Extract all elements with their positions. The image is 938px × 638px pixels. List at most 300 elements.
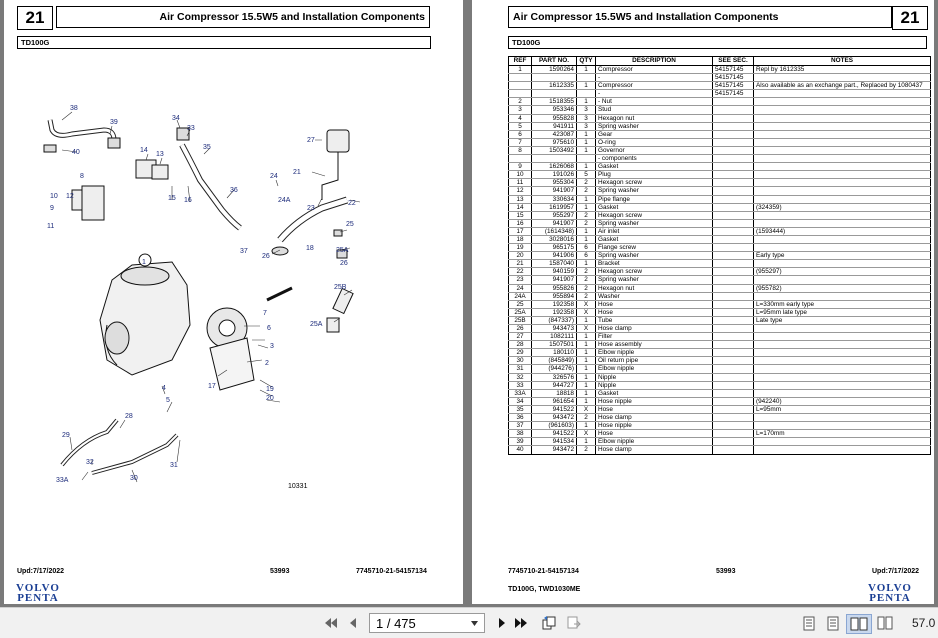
cell-qty: 1	[577, 349, 596, 357]
callout-30: 30	[130, 475, 138, 482]
cell-qty: 1	[577, 82, 596, 90]
table-row	[509, 130, 931, 138]
first-page-icon	[324, 617, 338, 629]
cell-part-no: 955304	[532, 179, 577, 187]
cell-part-no: 1590264	[532, 66, 577, 74]
cell-ref: 16	[509, 219, 532, 227]
exploded-diagram	[22, 90, 442, 510]
callout-12: 12	[66, 193, 74, 200]
cell-part-no: 955297	[532, 211, 577, 219]
cell-see-sec	[713, 316, 754, 324]
cell-qty: 1	[577, 373, 596, 381]
col-notes: NOTES	[754, 57, 931, 66]
cell-notes	[754, 325, 931, 333]
cell-notes	[754, 114, 931, 122]
cell-see-sec	[713, 244, 754, 252]
cell-ref: 21	[509, 260, 532, 268]
callout-31: 31	[170, 462, 178, 469]
cell-qty: 1	[577, 365, 596, 373]
cell-see-sec	[713, 430, 754, 438]
cell-part-no: 955828	[532, 114, 577, 122]
table-row	[509, 414, 931, 422]
two-page-continuous-button[interactable]	[876, 614, 894, 632]
cell-part-no	[532, 90, 577, 98]
cell-qty: 2	[577, 292, 596, 300]
callout-13: 13	[156, 151, 164, 158]
cell-ref: 8	[509, 146, 532, 154]
cell-qty: 1	[577, 260, 596, 268]
cell-notes	[754, 211, 931, 219]
cell-notes	[754, 187, 931, 195]
cell-notes: (942240)	[754, 397, 931, 405]
cell-ref: 19	[509, 244, 532, 252]
cell-description: Compressor	[596, 66, 713, 74]
cell-description: Hose clamp	[596, 414, 713, 422]
cell-notes	[754, 260, 931, 268]
callout-11: 11	[47, 223, 55, 230]
cell-notes	[754, 179, 931, 187]
cell-part-no	[532, 155, 577, 163]
cell-description: Stud	[596, 106, 713, 114]
cell-ref: 1	[509, 66, 532, 74]
callout-37: 37	[240, 248, 248, 255]
cell-ref	[509, 155, 532, 163]
cell-ref: 23	[509, 276, 532, 284]
cell-ref: 33A	[509, 389, 532, 397]
cell-notes: (324359)	[754, 203, 931, 211]
callout-20: 20	[266, 395, 274, 402]
cell-see-sec	[713, 235, 754, 243]
cell-part-no: 941534	[532, 438, 577, 446]
cell-part-no: (961603)	[532, 422, 577, 430]
table-row	[509, 195, 931, 203]
cell-qty: 2	[577, 268, 596, 276]
cell-ref: 3	[509, 106, 532, 114]
cell-ref: 25	[509, 300, 532, 308]
section-number: 21	[17, 6, 53, 30]
col-qty: QTY	[577, 57, 596, 66]
cell-description: Hose	[596, 308, 713, 316]
cell-see-sec	[713, 138, 754, 146]
cell-qty: X	[577, 405, 596, 413]
single-page-icon	[803, 616, 815, 631]
cell-notes: (955782)	[754, 284, 931, 292]
footer-date: Upd:7/17/2022	[17, 568, 65, 575]
cell-see-sec	[713, 397, 754, 405]
cell-description: - components	[596, 155, 713, 163]
callout-32: 32	[86, 459, 94, 466]
callout-16: 16	[184, 197, 192, 204]
callout-33A: 33A	[56, 477, 69, 484]
table-row	[509, 365, 931, 373]
cell-see-sec	[713, 365, 754, 373]
cell-ref: 38	[509, 430, 532, 438]
cell-ref: 7	[509, 138, 532, 146]
cell-part-no: 3028016	[532, 235, 577, 243]
export-button[interactable]	[565, 614, 583, 632]
cell-notes	[754, 163, 931, 171]
footer-doc: 7745710-21-54157134	[508, 568, 579, 575]
callout-14: 14	[140, 147, 148, 154]
right-page	[472, 0, 934, 604]
table-row	[509, 219, 931, 227]
cell-description: Air inlet	[596, 227, 713, 235]
cell-qty: X	[577, 300, 596, 308]
cell-part-no: 940159	[532, 268, 577, 276]
cell-notes	[754, 422, 931, 430]
cell-description: Hexagon screw	[596, 268, 713, 276]
callout-26b: 26	[340, 260, 348, 267]
last-page-button[interactable]	[513, 614, 529, 632]
table-row	[509, 446, 931, 454]
cell-part-no: 1626068	[532, 163, 577, 171]
cell-ref: 20	[509, 252, 532, 260]
cell-ref: 27	[509, 333, 532, 341]
cell-qty: X	[577, 430, 596, 438]
col-part-no: PART NO.	[532, 57, 577, 66]
continuous-view-button[interactable]	[824, 614, 842, 632]
cell-qty: 1	[577, 316, 596, 324]
table-row	[509, 268, 931, 276]
cell-part-no: 953346	[532, 106, 577, 114]
cell-see-sec	[713, 292, 754, 300]
cell-ref: 24A	[509, 292, 532, 300]
table-row	[509, 276, 931, 284]
cell-description: Hose	[596, 405, 713, 413]
cell-notes	[754, 349, 931, 357]
cell-ref: 33	[509, 381, 532, 389]
footer-doc: 7745710-21-54157134	[356, 568, 427, 575]
cell-description: Spring washer	[596, 219, 713, 227]
cell-see-sec	[713, 422, 754, 430]
callout-1: 1	[142, 259, 146, 266]
cell-notes	[754, 276, 931, 284]
cell-description: Gasket	[596, 203, 713, 211]
cell-see-sec	[713, 405, 754, 413]
cell-qty: 1	[577, 333, 596, 341]
page-select[interactable]	[369, 613, 485, 633]
table-row	[509, 333, 931, 341]
table-row	[509, 244, 931, 252]
cell-qty: 1	[577, 203, 596, 211]
figure-code: 10331	[288, 483, 308, 490]
callout-22: 22	[348, 200, 356, 207]
cell-notes	[754, 98, 931, 106]
cell-part-no: 326576	[532, 373, 577, 381]
zoom-level[interactable]: 57.0	[912, 616, 936, 630]
chevron-down-icon	[471, 621, 478, 626]
cell-description: Spring washer	[596, 187, 713, 195]
callout-17: 17	[208, 383, 216, 390]
callout-40: 40	[72, 149, 80, 156]
cell-qty: 2	[577, 187, 596, 195]
cell-notes	[754, 138, 931, 146]
table-row	[509, 74, 931, 82]
cell-description: Oil return pipe	[596, 357, 713, 365]
cell-ref: 12	[509, 187, 532, 195]
col-description: DESCRIPTION	[596, 57, 713, 66]
first-page-button[interactable]	[322, 614, 340, 632]
cell-description: Hexagon nut	[596, 284, 713, 292]
table-row	[509, 405, 931, 413]
page-indicator: 1 / 475	[376, 615, 416, 631]
cell-see-sec	[713, 203, 754, 211]
cell-description: Filter	[596, 333, 713, 341]
two-page-icon	[850, 617, 868, 631]
cell-qty: 1	[577, 422, 596, 430]
cell-see-sec: 54157145	[713, 82, 754, 90]
cell-description: -	[596, 90, 713, 98]
cell-description: Hexagon nut	[596, 114, 713, 122]
cell-part-no: 1507501	[532, 341, 577, 349]
cell-description: Elbow nipple	[596, 438, 713, 446]
cell-description: Gear	[596, 130, 713, 138]
cell-description: Elbow nipple	[596, 349, 713, 357]
cell-notes	[754, 171, 931, 179]
cell-notes	[754, 90, 931, 98]
cell-ref: 17	[509, 227, 532, 235]
cell-notes	[754, 146, 931, 154]
table-row	[509, 138, 931, 146]
cell-qty: 2	[577, 446, 596, 454]
cell-description: Hose assembly	[596, 341, 713, 349]
table-row	[509, 114, 931, 122]
cell-see-sec	[713, 333, 754, 341]
grid-view-icon	[877, 616, 893, 630]
table-row	[509, 316, 931, 324]
cell-part-no: 955826	[532, 284, 577, 292]
cell-part-no: 192358	[532, 308, 577, 316]
cell-qty: 5	[577, 171, 596, 179]
callout-36: 36	[230, 187, 238, 194]
cell-see-sec	[713, 187, 754, 195]
prev-page-button[interactable]	[345, 614, 361, 632]
cell-see-sec: 54157145	[713, 66, 754, 74]
cell-ref: 35	[509, 405, 532, 413]
cell-ref: 37	[509, 422, 532, 430]
table-row	[509, 397, 931, 405]
last-page-icon	[514, 617, 528, 629]
cell-ref: 6	[509, 130, 532, 138]
page-title: Air Compressor 15.5W5 and Installation Components	[56, 6, 430, 28]
volvo-penta-logo: VOLVO PENTA	[868, 582, 912, 604]
cell-notes	[754, 219, 931, 227]
cell-notes: Also available as an exchange part., Replaced by 1080437	[754, 82, 931, 90]
cell-description: Tube	[596, 316, 713, 324]
cell-qty: 2	[577, 211, 596, 219]
table-row	[509, 260, 931, 268]
cell-ref: 22	[509, 268, 532, 276]
single-page-view-button[interactable]	[800, 614, 818, 632]
cell-see-sec	[713, 414, 754, 422]
table-row	[509, 235, 931, 243]
callout-19: 19	[266, 386, 274, 393]
cell-description: -	[596, 74, 713, 82]
cell-notes: (955297)	[754, 268, 931, 276]
cell-description: Washer	[596, 292, 713, 300]
cell-part-no: 944727	[532, 381, 577, 389]
cell-see-sec	[713, 260, 754, 268]
col-ref: REF	[509, 57, 532, 66]
cell-qty: 6	[577, 244, 596, 252]
prev-page-icon	[349, 617, 357, 629]
cell-ref: 5	[509, 122, 532, 130]
cell-part-no: 943472	[532, 414, 577, 422]
table-row	[509, 430, 931, 438]
callout-24: 24	[270, 173, 278, 180]
cell-part-no: 330634	[532, 195, 577, 203]
table-row	[509, 325, 931, 333]
cell-notes	[754, 74, 931, 82]
copy-icon	[541, 615, 557, 631]
cell-description: Pipe flange	[596, 195, 713, 203]
cell-description: Hose nipple	[596, 397, 713, 405]
cell-notes	[754, 414, 931, 422]
cell-description: Plug	[596, 171, 713, 179]
table-row	[509, 163, 931, 171]
model-header: TD100G	[17, 36, 431, 49]
cell-qty: 6	[577, 252, 596, 260]
cell-notes	[754, 341, 931, 349]
cell-ref: 18	[509, 235, 532, 243]
table-row	[509, 389, 931, 397]
callout-5: 5	[166, 397, 170, 404]
table-row	[509, 90, 931, 98]
cell-description: Gasket	[596, 235, 713, 243]
cell-qty: 2	[577, 179, 596, 187]
cell-description: Spring washer	[596, 252, 713, 260]
cell-description: Hose clamp	[596, 325, 713, 333]
model-header: TD100G	[508, 36, 927, 49]
callout-29: 29	[62, 432, 70, 439]
cell-notes	[754, 333, 931, 341]
cell-part-no: 941522	[532, 405, 577, 413]
footer-code: 53993	[716, 568, 736, 575]
cell-qty	[577, 74, 596, 82]
cell-part-no: 191026	[532, 171, 577, 179]
callout-27: 27	[307, 137, 315, 144]
cell-notes: Early type	[754, 252, 931, 260]
cell-qty: 1	[577, 146, 596, 154]
cell-notes: L=95mm	[754, 405, 931, 413]
cell-qty: 2	[577, 276, 596, 284]
callout-6: 6	[267, 325, 271, 332]
cell-ref: 10	[509, 171, 532, 179]
cell-see-sec	[713, 268, 754, 276]
cell-qty: X	[577, 325, 596, 333]
cell-qty: 1	[577, 389, 596, 397]
cell-ref	[509, 82, 532, 90]
cell-see-sec	[713, 163, 754, 171]
viewer-toolbar	[0, 607, 938, 638]
cell-qty: 1	[577, 235, 596, 243]
cell-part-no: 943473	[532, 325, 577, 333]
table-row	[509, 179, 931, 187]
next-page-button[interactable]	[496, 614, 508, 632]
cell-see-sec	[713, 122, 754, 130]
cell-qty: 1	[577, 66, 596, 74]
cell-notes	[754, 373, 931, 381]
table-row	[509, 98, 931, 106]
callout-8: 8	[80, 173, 84, 180]
cell-description: Spring washer	[596, 276, 713, 284]
cell-notes: L=330mm early type	[754, 300, 931, 308]
cell-description: Spring washer	[596, 122, 713, 130]
cell-description: Elbow nipple	[596, 365, 713, 373]
cell-notes	[754, 122, 931, 130]
callout-28: 28	[125, 413, 133, 420]
cell-description: Governor	[596, 146, 713, 154]
cell-part-no: 961654	[532, 397, 577, 405]
cell-ref: 11	[509, 179, 532, 187]
cell-qty	[577, 90, 596, 98]
cell-description: Hose	[596, 300, 713, 308]
table-row	[509, 155, 931, 163]
cell-ref: 32	[509, 373, 532, 381]
cell-notes: L=95mm late type	[754, 308, 931, 316]
callout-4: 4	[162, 385, 166, 392]
two-page-view-button[interactable]	[846, 614, 872, 634]
cell-part-no: 1612335	[532, 82, 577, 90]
table-row	[509, 300, 931, 308]
cell-ref: 25A	[509, 308, 532, 316]
cell-part-no: 423087	[532, 130, 577, 138]
callout-3: 3	[270, 343, 274, 350]
cell-ref: 26	[509, 325, 532, 333]
table-row	[509, 341, 931, 349]
callout-25A-top: 25A	[336, 247, 349, 254]
parts-table	[508, 56, 931, 455]
cell-description: Compressor	[596, 82, 713, 90]
cell-description: Flange screw	[596, 244, 713, 252]
callout-21: 21	[293, 169, 301, 176]
cell-part-no: 180110	[532, 349, 577, 357]
callout-25: 25	[346, 221, 354, 228]
cell-see-sec	[713, 252, 754, 260]
cell-notes	[754, 235, 931, 243]
volvo-penta-logo: VOLVO PENTA	[16, 582, 60, 604]
cell-see-sec	[713, 219, 754, 227]
left-page	[4, 0, 463, 604]
cell-description: Hexagon screw	[596, 211, 713, 219]
cell-see-sec	[713, 227, 754, 235]
cell-notes: L=170mm	[754, 430, 931, 438]
rotate-button[interactable]	[540, 614, 558, 632]
table-row	[509, 106, 931, 114]
cell-description: Nipple	[596, 373, 713, 381]
callout-34: 34	[172, 115, 180, 122]
cell-qty: 1	[577, 227, 596, 235]
cell-qty: 2	[577, 414, 596, 422]
footer-code: 53993	[270, 568, 290, 575]
cell-notes	[754, 195, 931, 203]
cell-part-no: (944276)	[532, 365, 577, 373]
continuous-page-icon	[827, 616, 839, 631]
cell-part-no: 1587040	[532, 260, 577, 268]
table-row	[509, 203, 931, 211]
cell-description: O-ring	[596, 138, 713, 146]
cell-see-sec	[713, 325, 754, 333]
cell-notes	[754, 244, 931, 252]
cell-qty: 1	[577, 195, 596, 203]
table-row	[509, 349, 931, 357]
cell-qty: 3	[577, 122, 596, 130]
cell-part-no: (1614348)	[532, 227, 577, 235]
cell-qty: 3	[577, 114, 596, 122]
cell-see-sec	[713, 349, 754, 357]
cell-ref: 28	[509, 341, 532, 349]
cell-notes: (1593444)	[754, 227, 931, 235]
